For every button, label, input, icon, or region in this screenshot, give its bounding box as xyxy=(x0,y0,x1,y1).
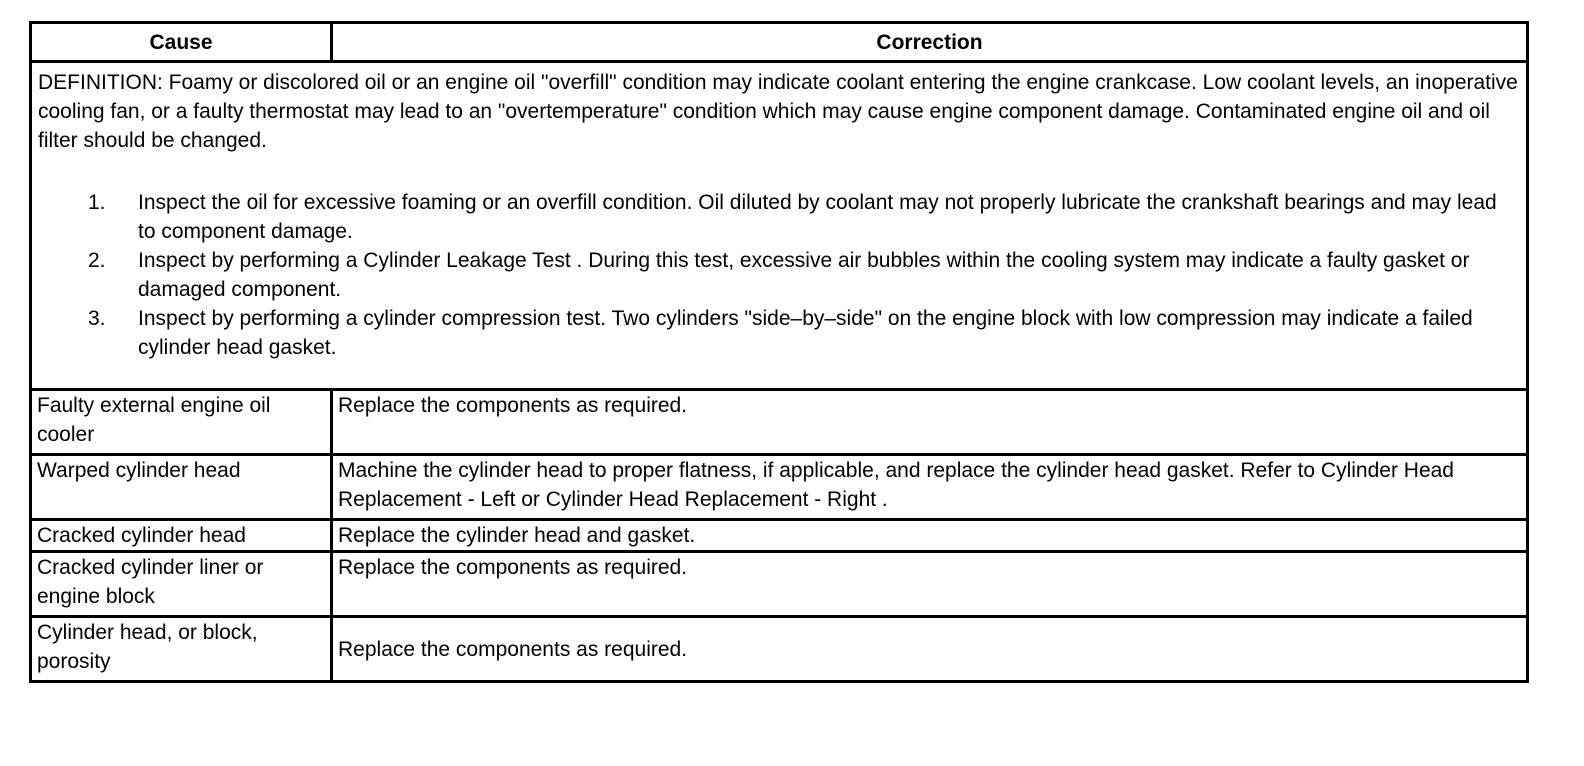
diagnostic-table xyxy=(29,21,1529,683)
cause-header: Cause xyxy=(31,23,332,62)
correction-header: Correction xyxy=(332,23,1528,62)
correction-cell: Machine the cylinder head to proper flatness, if applicable, and replace the cylinder head gasket. Refer to Cylinder Head Replacement - Left or Cylinder Head Replacement - Right . xyxy=(332,455,1528,520)
step-text: Inspect the oil for excessive foaming or an overfill condition. Oil diluted by coolant may not properly lubricate the crankshaft bearings and may lead to component damage. xyxy=(138,191,1497,243)
step-item xyxy=(38,246,1520,304)
definition-text: DEFINITION: Foamy or discolored oil or an engine oil "overfill" condition may indicate coolant entering the engine crankcase. Low coolant levels, an inoperative cooling fan, or a faulty thermostat may lead to an "overtemperature" condition which may cause engine component damage. Contaminated engine oil and oil filter should be changed. xyxy=(38,71,1518,152)
table-row xyxy=(31,552,1528,617)
step-item xyxy=(38,188,1520,246)
step-number: 1. xyxy=(88,191,106,214)
correction-cell: Replace the components as required. xyxy=(332,552,1528,617)
table-row xyxy=(31,390,1528,455)
cause-cell: Cylinder head, or block, porosity xyxy=(31,617,332,682)
definition-cell xyxy=(31,62,1528,390)
step-number: 3. xyxy=(88,307,106,330)
table-row xyxy=(31,617,1528,682)
step-text: Inspect by performing a cylinder compression test. Two cylinders "side–by–side" on the engine block with low compression may indicate a failed cylinder head gasket. xyxy=(138,307,1473,359)
table-row xyxy=(31,455,1528,520)
correction-cell: Replace the components as required. xyxy=(332,390,1528,455)
definition-row xyxy=(31,62,1528,390)
cause-cell: Faulty external engine oil cooler xyxy=(31,390,332,455)
table-row xyxy=(31,520,1528,552)
inspection-steps xyxy=(38,188,1520,362)
cause-cell: Cracked cylinder head xyxy=(31,520,332,552)
cause-cell: Warped cylinder head xyxy=(31,455,332,520)
step-item xyxy=(38,304,1520,362)
cause-cell: Cracked cylinder liner or engine block xyxy=(31,552,332,617)
step-number: 2. xyxy=(88,249,106,272)
correction-cell: Replace the cylinder head and gasket. xyxy=(332,520,1528,552)
correction-cell: Replace the components as required. xyxy=(332,617,1528,682)
step-text: Inspect by performing a Cylinder Leakage Test . During this test, excessive air bubbles within the cooling system may indicate a faulty gasket or damaged component. xyxy=(138,249,1470,301)
header-row xyxy=(31,23,1528,62)
